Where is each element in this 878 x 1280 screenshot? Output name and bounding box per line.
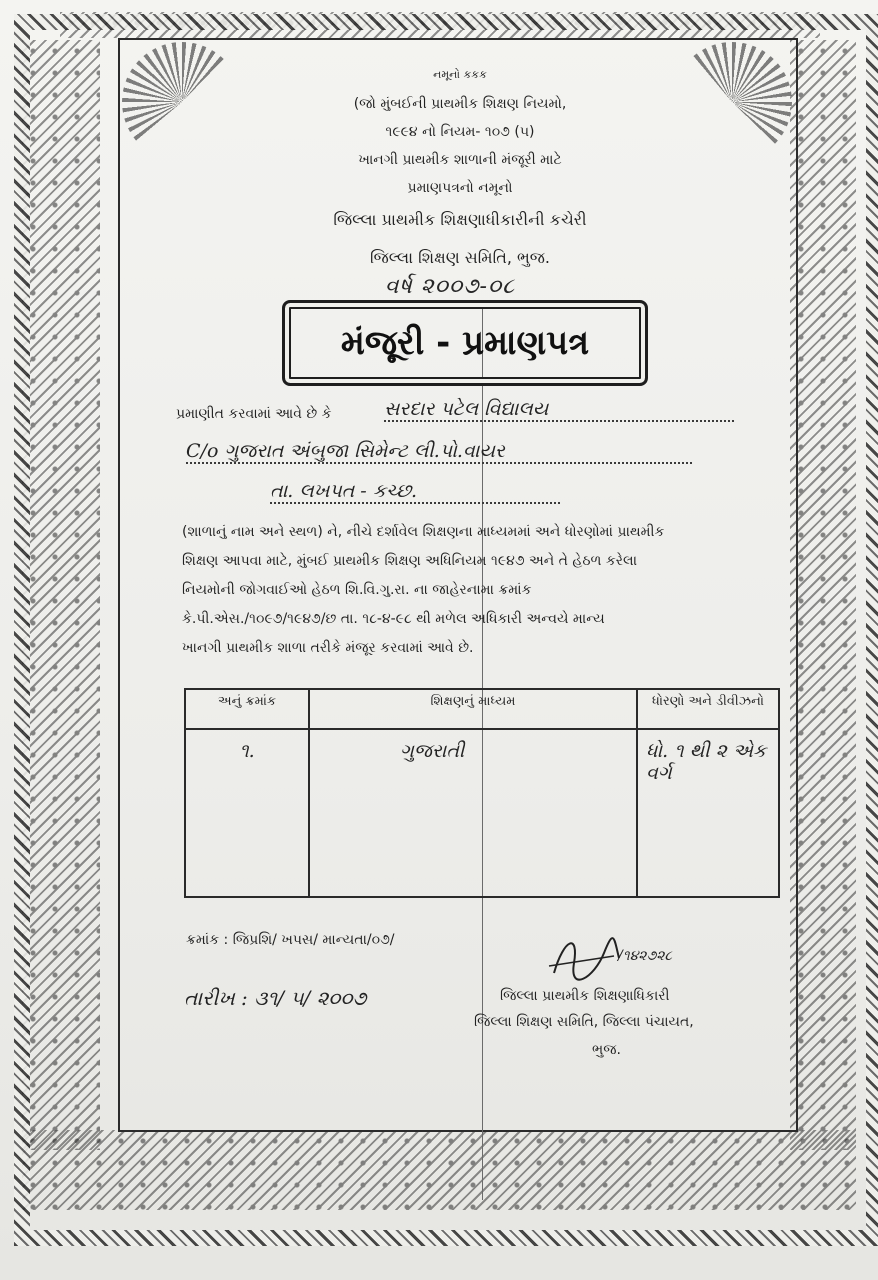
office-address: જિલ્લા શિક્ષણ સમિતિ, જિલ્લા પંચાયત, <box>474 1014 694 1030</box>
issue-date: તારીખ : ૩૧/ ૫/ ૨૦૦૭ <box>184 986 367 1010</box>
rule-reference: (જો મુંબઈની પ્રાથમીક શિક્ષણ નિયમો, <box>353 96 567 112</box>
certificate-title: મંજૂરી - પ્રમાણપત્ર <box>282 300 648 386</box>
certify-prefix: પ્રમાણીત કરવામાં આવે છે કે <box>176 406 332 422</box>
academic-year: વર્ષ ૨૦૦૭-૦૮ <box>384 274 516 299</box>
paragraph-line: (શાળાનું નામ અને સ્થળ) ને, નીચે દર્શાવેલ શિક્ષણના માધ્યમમાં અને ધોરણોમાં પ્રાથમીક <box>182 524 665 540</box>
col-standards-header: ધોરણો અને ડીવીઝનો <box>637 689 779 729</box>
committee-name: જિલ્લા શિક્ષણ સમિતિ, ભુજ. <box>369 248 551 267</box>
paragraph-line: શિક્ષણ આપવા માટે, મુંબઈ પ્રાથમીક શિક્ષણ અધિનિયમ ૧૯૪૭ અને તે હેઠળ કરેલા <box>182 553 638 569</box>
office-city: ભુજ. <box>592 1042 621 1058</box>
paragraph-line: કે.પી.એસ./૧૦૯૭/૧૯૪૭/છ તા. ૧૮-૪-૯૮ થી મળેલ અધિકારી અન્વયે માન્ય <box>182 611 605 627</box>
paragraph-line: ખાનગી પ્રાથમીક શાળા તરીકે મંજૂર કરવામાં આવે છે. <box>182 640 474 656</box>
form-caption: પ્રમાણપત્રનો નમૂનો <box>407 180 513 196</box>
approval-table <box>184 688 780 898</box>
cell-medium: ગુજરાતી <box>309 729 637 897</box>
school-address: C/o ગુજરાત અંબુજા સિમેન્ટ લી.પો.વાયર <box>186 440 692 464</box>
rule-number: ૧૯૯૪ નો નિયમ- ૧૦૭ (૫) <box>385 124 535 140</box>
office-name: જિલ્લા પ્રાથમીક શિક્ષણાધીકારીની કચેરી <box>333 210 587 229</box>
approval-purpose: ખાનગી પ્રાથમીક શાળાની મંજૂરી માટે <box>358 152 562 168</box>
form-number: નમૂનો કકક <box>433 68 487 81</box>
school-taluka: તા. લખપત - કચ્છ. <box>270 480 560 504</box>
officer-title: જિલ્લા પ્રાથમીક શિક્ષણાધિકારી <box>500 988 670 1004</box>
signature-number: /૧૪૨૭૨૮ <box>618 948 673 964</box>
cell-serial: ૧. <box>185 729 309 897</box>
cell-standards: ધો. ૧ થી ૨ એક વર્ગ <box>637 729 779 897</box>
col-serial-header: અનું ક્રમાંક <box>185 689 309 729</box>
col-medium-header: શિક્ષણનું માધ્યમ <box>309 689 637 729</box>
paragraph-line: નિયમોની જોગવાઈઓ હેઠળ શિ.વિ.ગુ.રા. ના જાહેરનામા ક્રમાંક <box>182 582 532 598</box>
reference-number: ક્રમાંક : જિપ્રશિ/ ખપસ/ માન્યતા/૦૭/ <box>186 932 395 948</box>
school-name: સરદાર પટેલ વિદ્યાલય <box>384 398 734 422</box>
table-header-row <box>185 689 779 729</box>
table-row <box>185 729 779 897</box>
